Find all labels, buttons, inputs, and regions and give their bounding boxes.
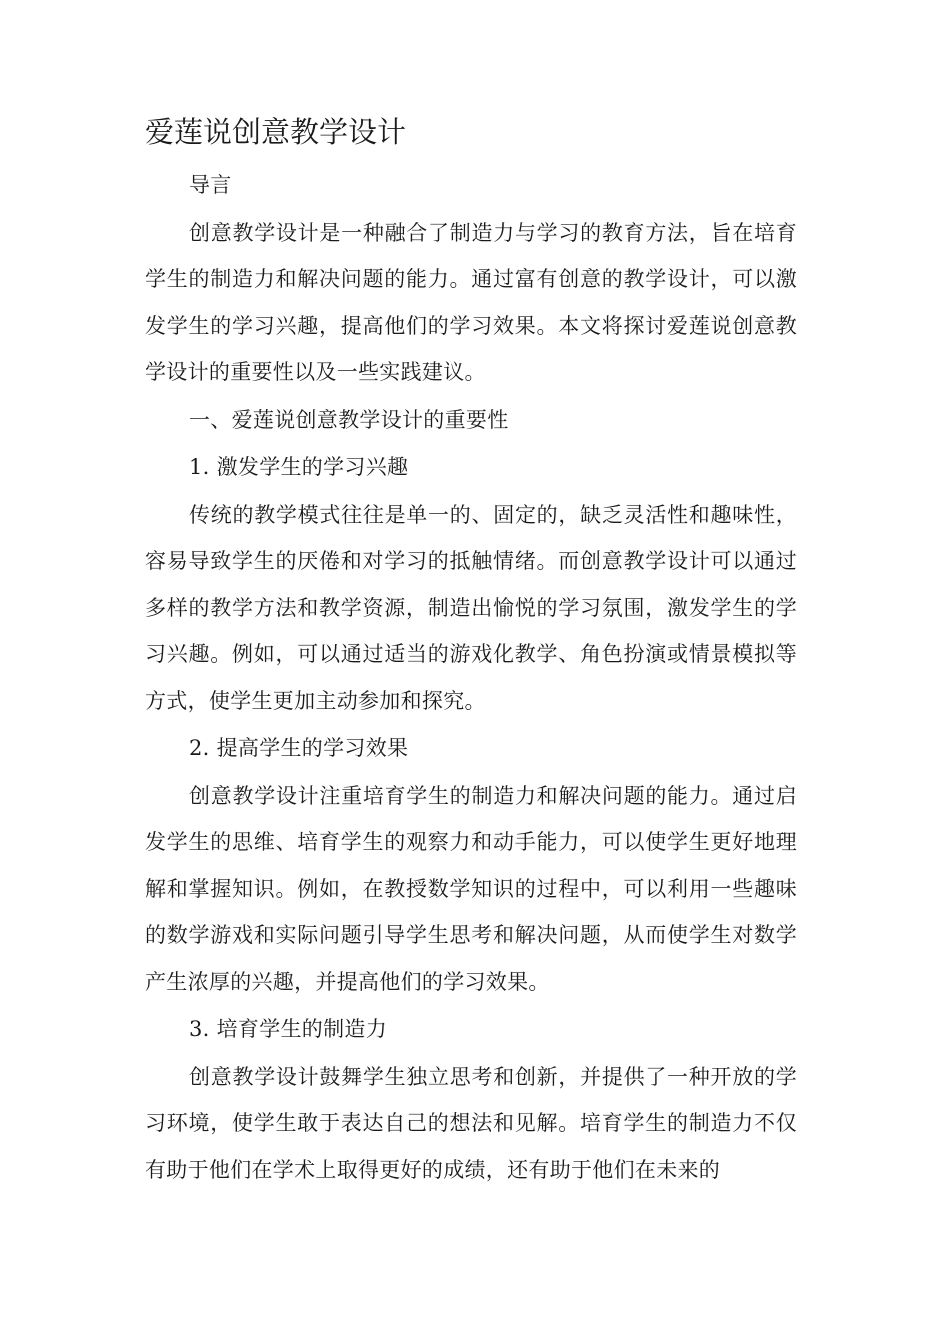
item-paragraph-3: 创意教学设计鼓舞学生独立思考和创新，并提供了一种开放的学习环境，使学生敢于表达自己的想法和见解。培育学生的制造力不仅有助于他们在学术上取得更好的成绩，还有助于他们在未来的 — [145, 1064, 797, 1182]
item-paragraph-1: 传统的教学模式往往是单一的、固定的，缺乏灵活性和趣味性，容易导致学生的厌倦和对学习的抵触情绪。而创意教学设计可以通过多样的教学方法和教学资源，制造出愉悦的学习氛围，激发学生的学习兴趣。例如，可以通过适当的游戏化教学、角色扮演或情景模拟等方式，使学生更加主动参加和探究。 — [145, 502, 797, 713]
intro-paragraph: 创意教学设计是一种融合了制造力与学习的教育方法，旨在培育学生的制造力和解决问题的能力。通过富有创意的教学设计，可以激发学生的学习兴趣，提高他们的学习效果。本文将探讨爱莲说创意教学设计的重要性以及一些实践建议。 — [145, 220, 797, 384]
item-heading-3: 3. 培育学生的制造力 — [189, 1017, 388, 1041]
item-paragraph-2: 创意教学设计注重培育学生的制造力和解决问题的能力。通过启发学生的思维、培育学生的观察力和动手能力，可以使学生更好地理解和掌握知识。例如，在教授数学知识的过程中，可以利用一些趣味的数学游戏和实际问题引导学生思考和解决问题，从而使学生对数学产生浓厚的兴趣，并提高他们的学习效果。 — [145, 783, 797, 994]
item-heading-2: 2. 提高学生的学习效果 — [189, 736, 409, 760]
intro-heading: 导言 — [189, 173, 232, 197]
section-heading-importance: 一、爱莲说创意教学设计的重要性 — [189, 407, 509, 432]
document-title: 爱莲说创意教学设计 — [145, 115, 407, 149]
document-body — [145, 162, 797, 1194]
item-heading-1: 1. 激发学生的学习兴趣 — [189, 455, 409, 479]
